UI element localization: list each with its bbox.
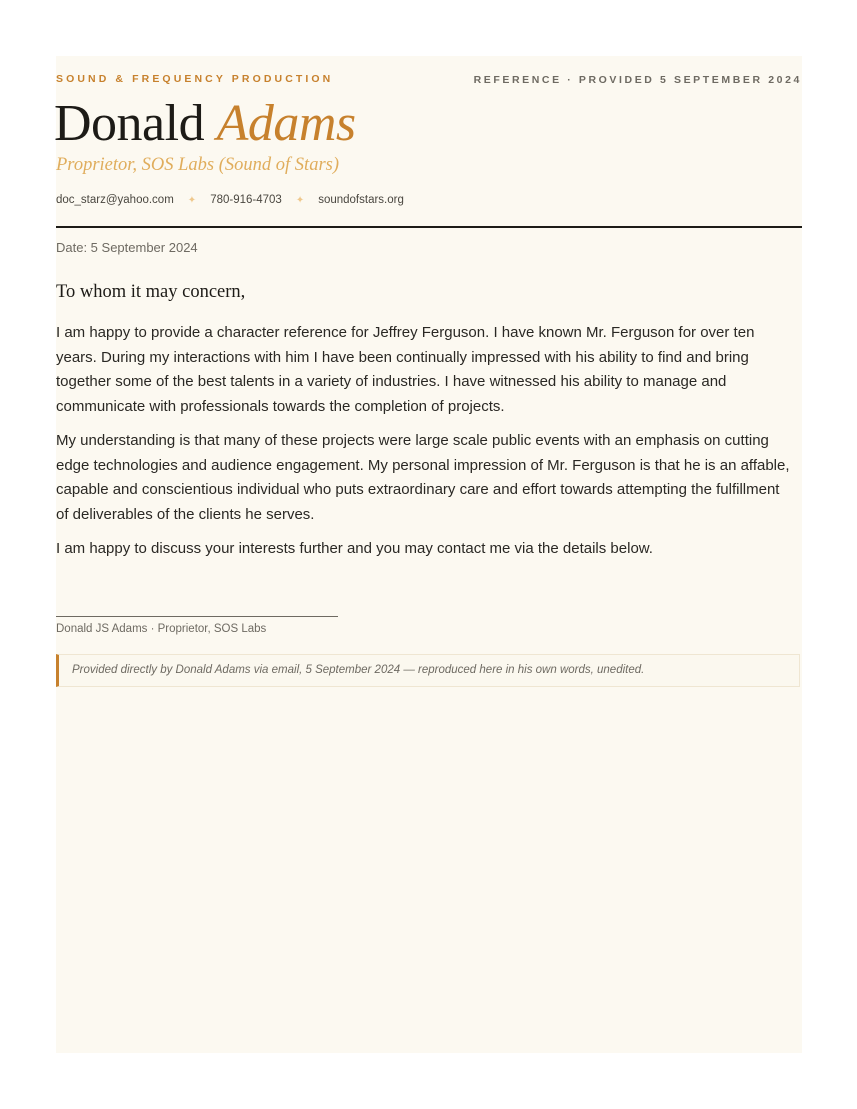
body-paragraph: My understanding is that many of these projects were large scale public events with an emphasis on cutting edge technologies and audience engagement. My personal impression of Mr. Ferguson is that he is an affable, capable and conscientious individual who puts extraordinary care and effort towards attempting the fulfillment of deliverables of the clients he serves. xyxy=(56,432,790,523)
provenance-note: Provided directly by Donald Adams via email, 5 September 2024 — reproduced here in his own words, unedited. xyxy=(56,654,800,687)
body-paragraph: I am happy to provide a character reference for Jeffrey Ferguson. I have known Mr. Ferguson for over ten years. During my interactions with him I have been continually impressed with his ability to find and bring together some of the best talents in a variety of industries. I have witnessed his ability to manage and communicate with professionals towards the completion of projects. xyxy=(56,324,755,415)
author-first-name: Donald xyxy=(54,95,205,152)
separator-star-icon: ✦ xyxy=(187,194,197,206)
author-last-name: Adams xyxy=(216,95,356,152)
reference-label: REFERENCE · PROVIDED 5 SEPTEMBER 2024 xyxy=(473,74,802,86)
letterhead xyxy=(56,56,802,227)
header-divider xyxy=(56,226,802,228)
contact-website[interactable]: soundofstars.org xyxy=(318,194,404,206)
body-paragraph: I am happy to discuss your interests further and you may contact me via the details below. xyxy=(56,540,653,557)
signature-line xyxy=(56,616,338,617)
separator-star-icon: ✦ xyxy=(295,194,305,206)
letter-body xyxy=(56,321,796,572)
contact-email[interactable]: doc_starz@yahoo.com xyxy=(56,194,174,206)
salutation: To whom it may concern, xyxy=(56,282,246,302)
contact-phone[interactable]: 780-916-4703 xyxy=(210,194,282,206)
letter-date: Date: 5 September 2024 xyxy=(56,240,198,255)
author-name xyxy=(54,94,356,154)
author-title: Proprietor, SOS Labs (Sound of Stars) xyxy=(56,155,340,175)
reference-letter xyxy=(56,56,802,1053)
company-tagline: SOUND & FREQUENCY PRODUCTION xyxy=(56,73,334,85)
signature-name: Donald JS Adams · Proprietor, SOS Labs xyxy=(56,623,267,635)
contact-details xyxy=(56,194,404,206)
